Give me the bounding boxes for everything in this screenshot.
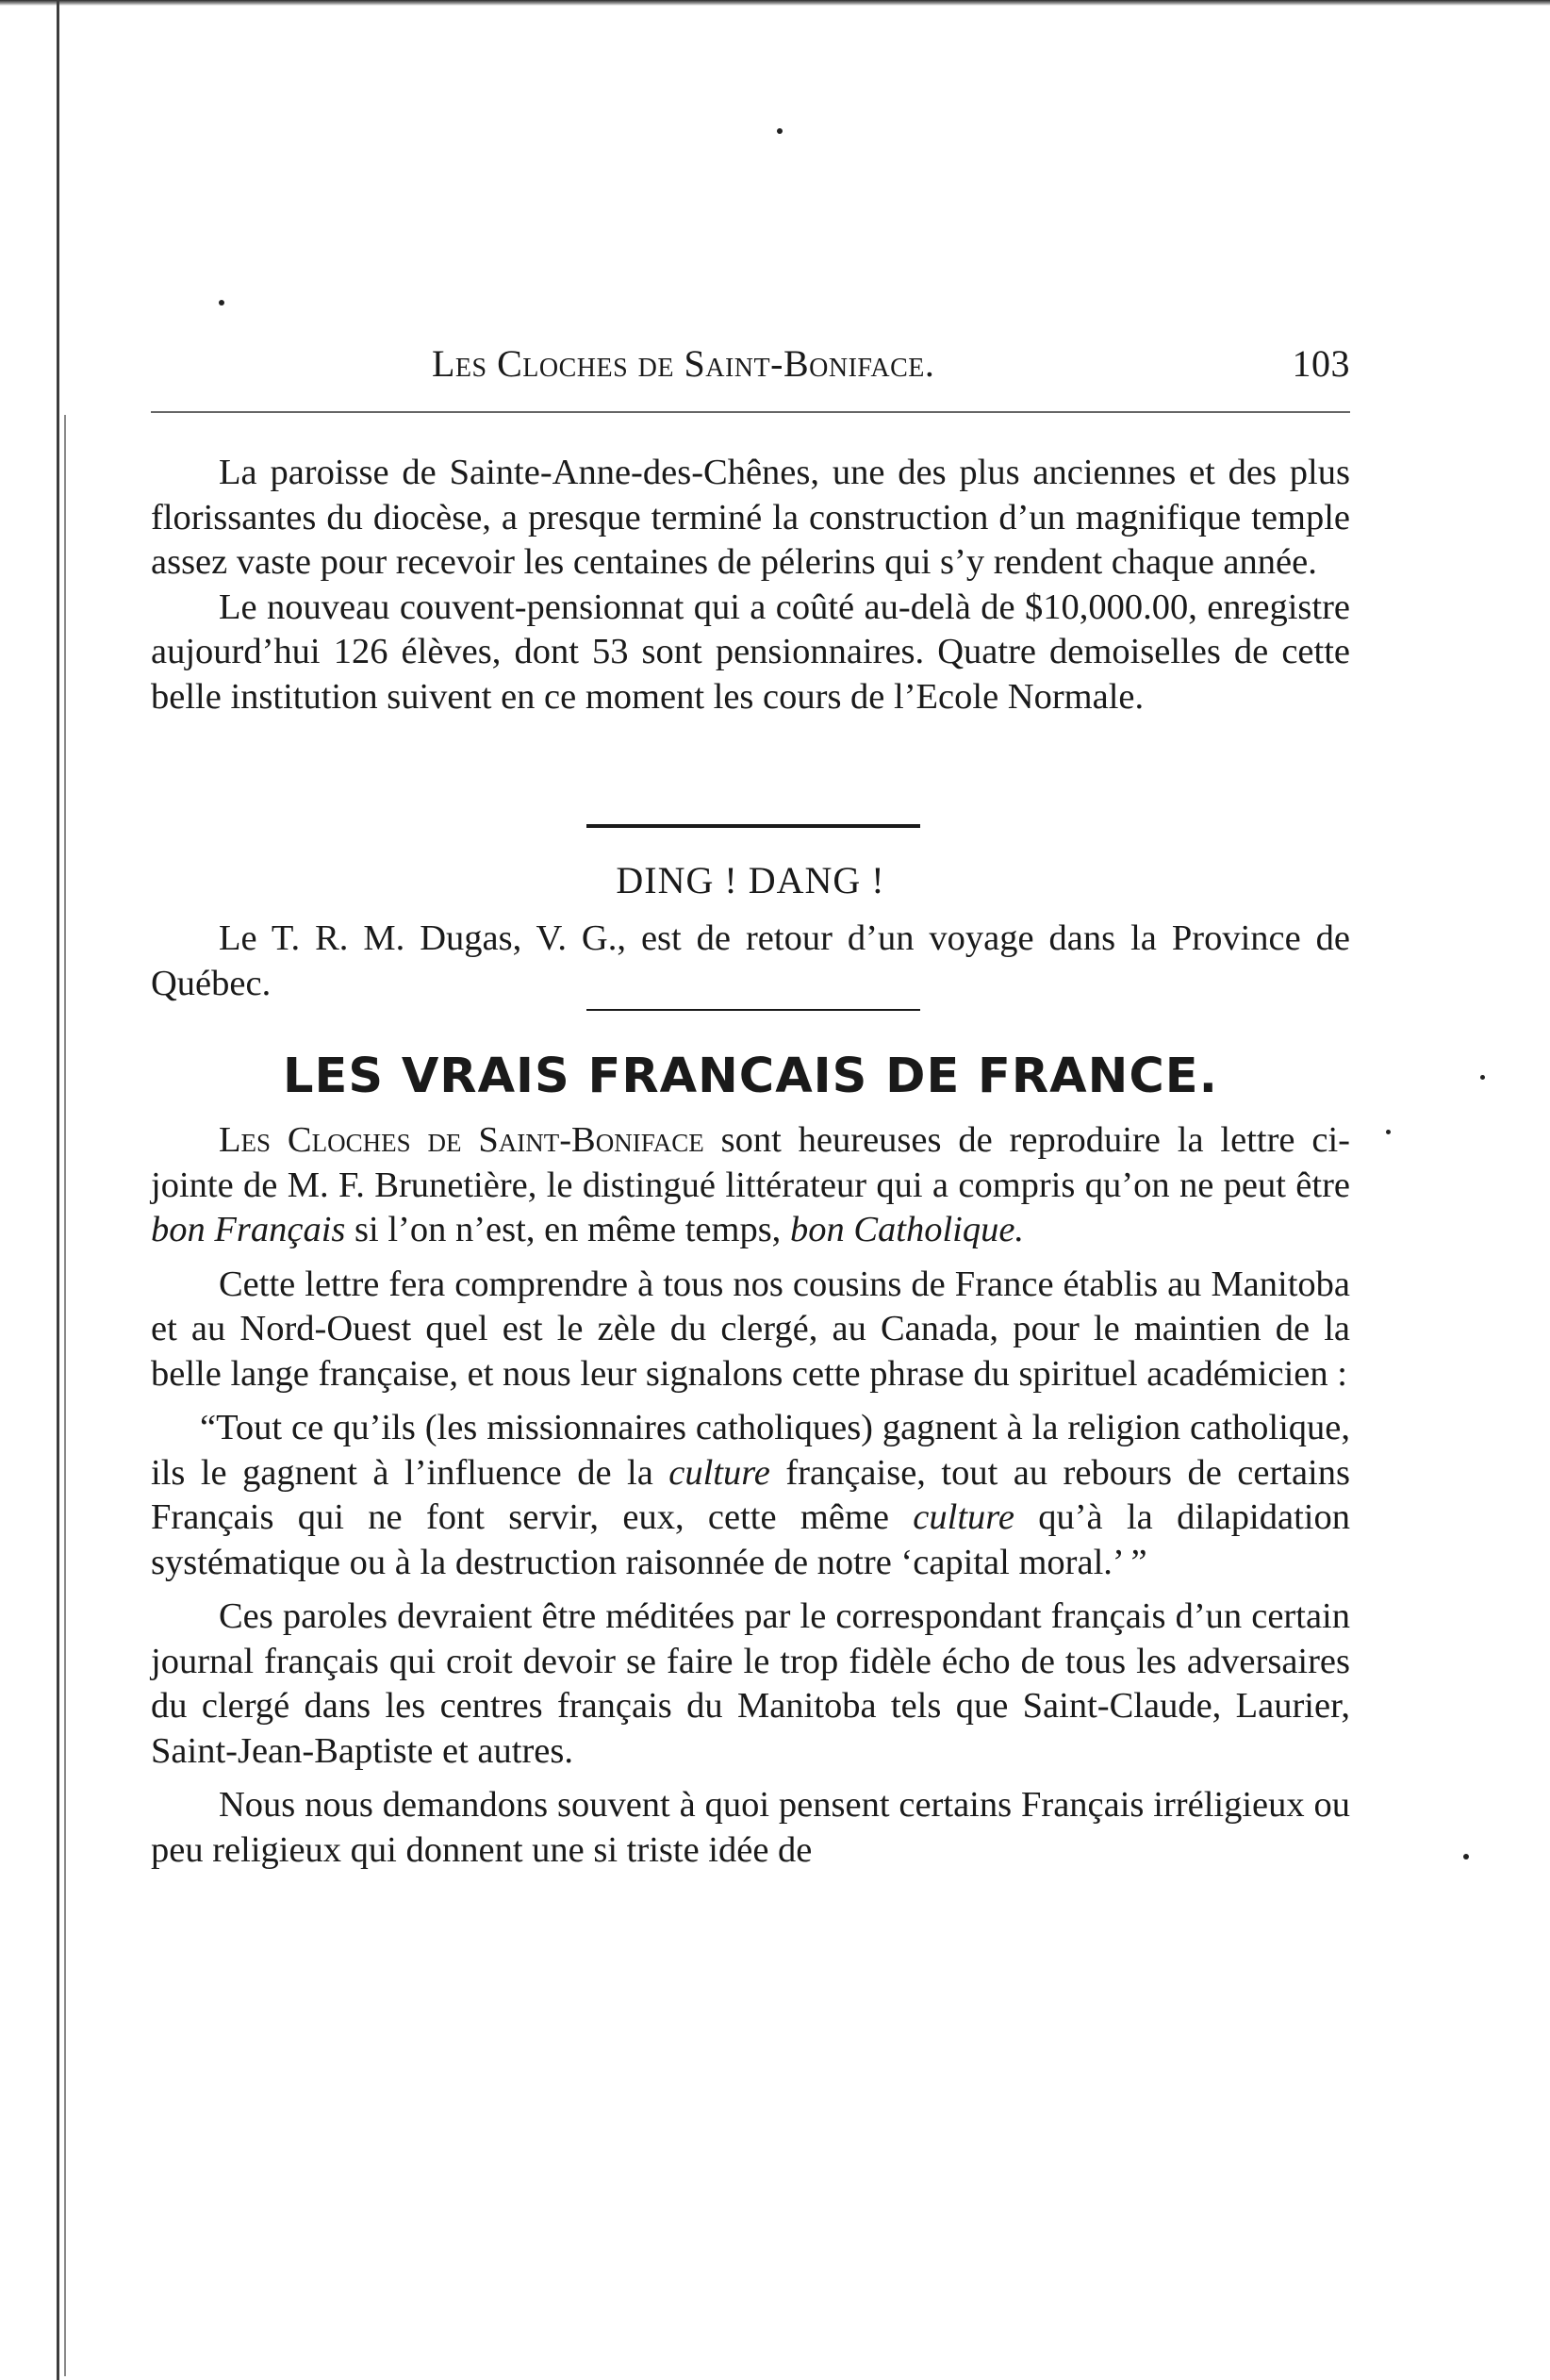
section-divider [586, 1009, 920, 1011]
paragraph: Ces paroles devraient être méditées par le correspondant français d’un certain journal français qui croit devoir se faire le trop fidèle écho de tous les adversaires du clergé dans les centres français du Manitoba tels que Saint-Claude, Laurier, Saint-Jean-Baptiste et autres. [151, 1596, 1350, 1771]
quote-paragraph: “Tout ce qu’ils (les missionnaires catholiques) gagnent à la religion catholique, ils le gagnent à l’influence de la culture française, tout au rebours de certains Français qui ne font servir, eux, cette même culture qu’à la dilapidation systématique ou à la destruction raisonnée de notre ‘capital moral.’ ” [151, 1408, 1350, 1582]
speck [219, 300, 224, 306]
quotation [151, 1406, 1350, 1585]
paragraph: La paroisse de Sainte-Anne-des-Chênes, une des plus anciennes et des plus florissantes du diocèse, a presque terminé la construction d’un magnifique temple assez vaste pour recevoir les centaines de pélerins qui s’y rendent chaque année. [151, 453, 1350, 582]
running-header [151, 341, 1350, 388]
article-body [151, 1118, 1350, 1873]
header-rule [151, 411, 1350, 413]
journal-name: Les Cloches de Saint-Boniface [219, 1120, 704, 1160]
section-ding-dang [151, 917, 1350, 1006]
section-divider [586, 824, 920, 828]
speck [1463, 1854, 1469, 1859]
paragraph: Le T. R. M. Dugas, V. G., est de retour d’un voyage dans la Province de Québec. [151, 918, 1350, 1003]
section-heading-ding-dang: DING ! DANG ! [616, 859, 885, 901]
paragraph: Cette lettre fera comprendre à tous nos cousins de France établis au Manitoba et au Nord-Ouest quel est le zèle du clergé, au Canada, pour le maintien de la belle lange française, et nous leur signalons cette phrase du spirituel académicien : [151, 1264, 1350, 1394]
paragraph: Le nouveau couvent-pensionnat qui a coûté au-delà de $10,000.00, enregistre aujourd’hui 126 élèves, dont 53 sont pensionnaires. Quatre demoiselles de cette belle institution suivent en ce moment les cours de l’Ecole Normale. [151, 587, 1350, 717]
speck [1386, 1130, 1391, 1134]
section-sainte-anne [151, 451, 1350, 719]
running-title: Les Cloches de Saint-Boniface. [432, 342, 935, 385]
article-title: LES VRAIS FRANCAIS DE FRANCE. [283, 1049, 1218, 1104]
speck [777, 128, 783, 134]
scan-edge-top [0, 0, 1550, 6]
scan-edge-left [57, 0, 59, 2380]
paragraph: Les Cloches de Saint-Boniface sont heureuses de reproduire la lettre ci-jointe de M. F. Brunetière, le distingué littérateur qui a compris qu’on ne peut être bon Français si l’on n’est, en même temps, bon Catholique. [151, 1120, 1350, 1249]
scan-edge-left-inner [64, 415, 66, 2376]
speck [1480, 1075, 1485, 1080]
page-number: 103 [1292, 342, 1350, 385]
paragraph: Nous nous demandons souvent à quoi pensent certains Français irréligieux ou peu religieux qui donnent une si triste idée de [151, 1785, 1350, 1870]
